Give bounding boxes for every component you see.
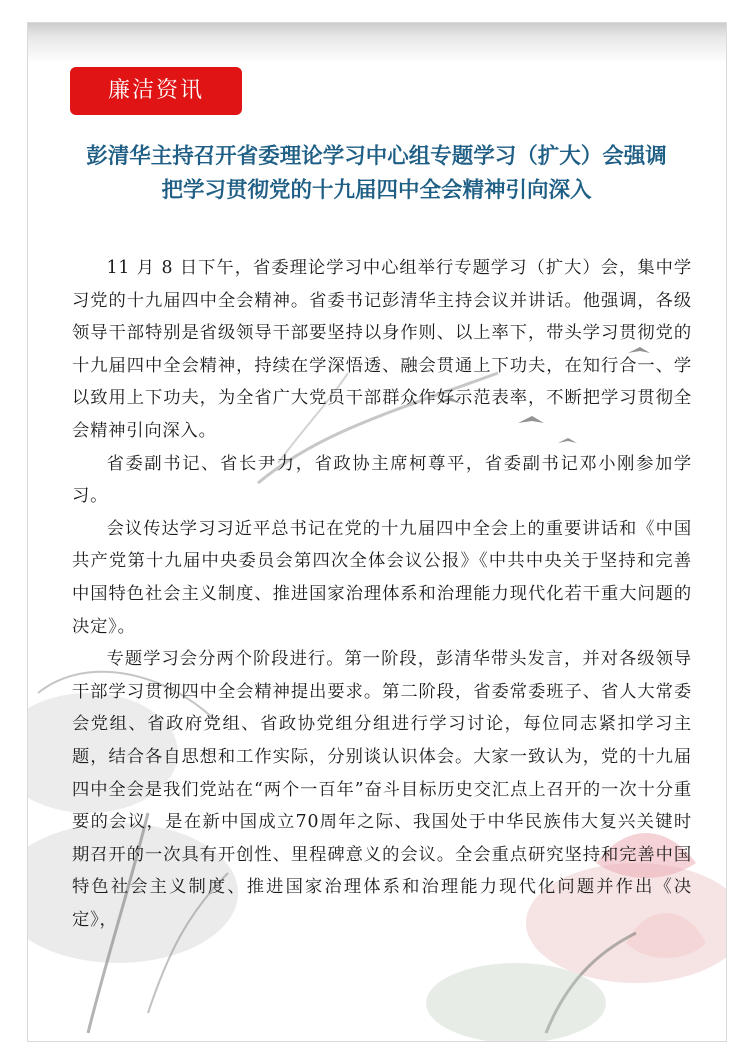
article-body xyxy=(72,252,692,936)
body-paragraph-4: 专题学习会分两个阶段进行。第一阶段，彭清华带头发言，并对各级领导干部学习贯彻四中全会精神提出要求。第二阶段，省委常委班子、省人大常委会党组、省政府党组、省政协党组分组进行学习讨论，每位同志紧扣学习主题，结合各自思想和工作实际，分别谈认识体会。大家一致认为，党的十九届四中全会是我们党站在“两个一百年”奋斗目标历史交汇点上召开的一次十分重要的会议，是在新中国成立70周年之际、我国处于中华民族伟大复兴关键时期召开的一次具有开创性、里程碑意义的会议。全会重点研究坚持和完善中国特色社会主义制度、推进国家治理体系和治理能力现代化问题并作出《决定》， xyxy=(72,649,692,930)
article-title-line-1: 彭清华主持召开省委理论学习中心组专题学习（扩大）会强调 xyxy=(86,144,667,169)
column-tag-label: 廉洁资讯 xyxy=(70,67,242,115)
body-paragraph-2: 省委副书记、省长尹力，省政协主席柯尊平，省委副书记邓小刚参加学习。 xyxy=(72,453,692,507)
body-paragraph-1: 11 月 8 日下午，省委理论学习中心组举行专题学习（扩大）会，集中学习党的十九届四中全会精神。省委书记彭清华主持会议并讲话。他强调，各级领导干部特别是省级领导干部要坚持以身作则、以上率下，带头学习贯彻党的十九届四中全会精神，持续在学深悟透、融会贯通上下功夫，在知行合一、学以致用上下功夫，为全省广大党员干部群众作好示范表率，不断把学习贯彻全会精神引向深入。 xyxy=(72,258,692,441)
article-title-line-2: 把学习贯彻党的十九届四中全会精神引向深入 xyxy=(161,178,592,203)
article-title xyxy=(60,140,693,208)
ink-brush-top-decoration xyxy=(28,23,726,63)
body-paragraph-3: 会议传达学习习近平总书记在党的十九届四中全会上的重要讲话和《中国共产党第十九届中央委员会第四次全体会议公报》《中共中央关于坚持和完善中国特色社会主义制度、推进国家治理体系和治理能力现代化若干重大问题的决定》。 xyxy=(72,518,692,637)
